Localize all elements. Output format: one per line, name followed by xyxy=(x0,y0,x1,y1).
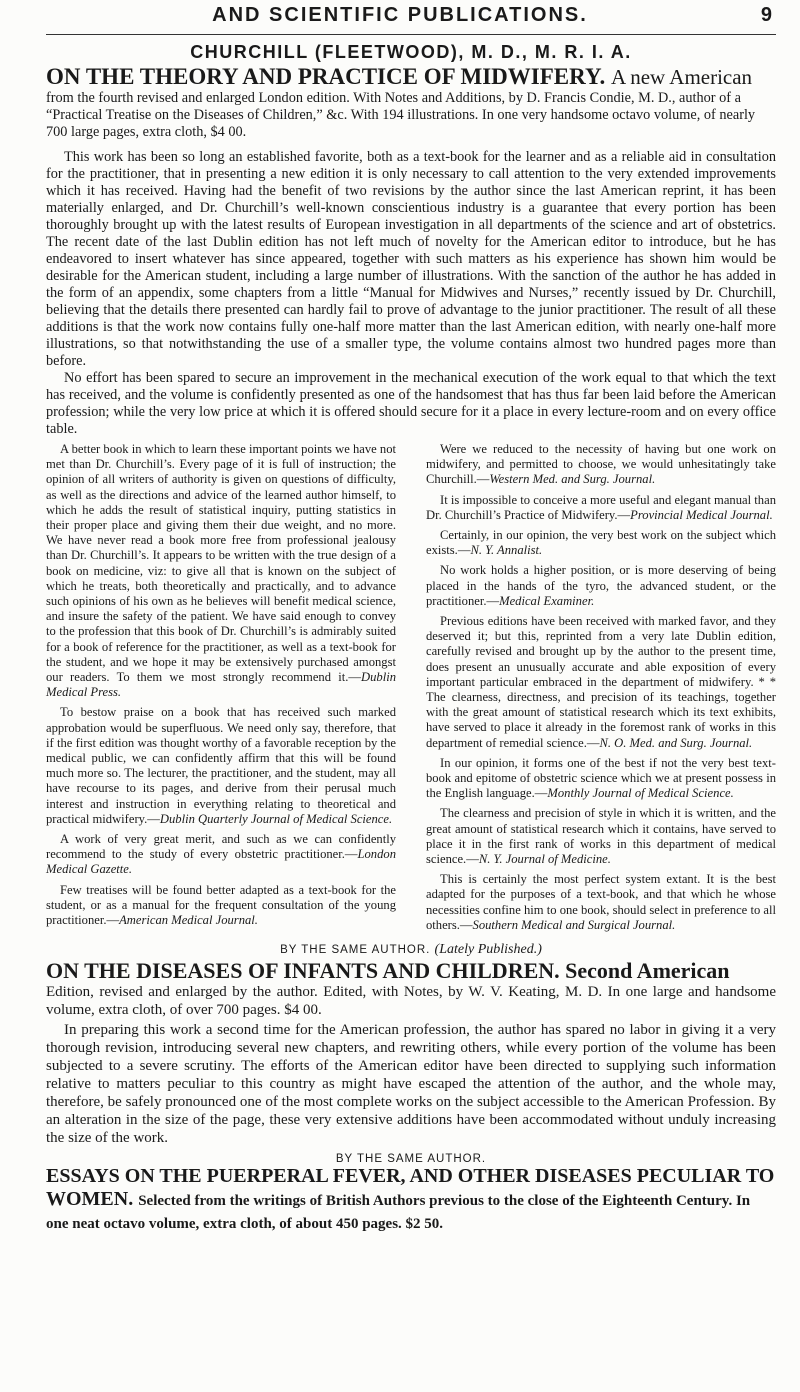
review-text: The clearness and precision of style in which it is written, and the great amount of statistical research which it contains, have served to place it in the first rank of works in this department of medical science.— xyxy=(426,806,776,867)
review-quote xyxy=(426,872,776,933)
review-text: It is impossible to conceive a more useful and elegant manual than Dr. Churchill’s Practice of Midwifery.— xyxy=(426,492,776,522)
review-text: A work of very great merit, and such as we can confidently recommend to the study of every obstetric practitioner.— xyxy=(46,832,396,862)
review-text: Few treatises will be found better adapted as a text-book for the student, or as a manual for the frequent consultation of the young practitioner.— xyxy=(46,882,396,928)
book1-detail: from the fourth revised and enlarged London edition. With Notes and Additions, by D. Francis Condie, M. D., author of a “Practical Treatise on the Diseases of Children,” &c. With 194 illustrations. In one very handsome octavo volume, of nearly 700 large pages, extra cloth, $4 00. xyxy=(46,90,756,140)
review-quote xyxy=(46,883,396,929)
page-content xyxy=(46,42,776,1234)
book2-title-bold: ON THE DISEASES OF INFANTS AND CHILDREN. xyxy=(46,958,560,984)
book3-detail: Selected from the writings of British Authors previous to the close of the Eighteenth Century. In one neat octavo volume, extra cloth, of about 450 pages. $2 50. xyxy=(46,1193,751,1233)
running-title: AND SCIENTIFIC PUBLICATIONS. xyxy=(212,4,588,26)
book2-by-line xyxy=(46,942,776,958)
review-text: A better book in which to learn these important points we have not met than Dr. Churchill’s. Every page of it is full of instruction; the opinion of all writers of authority is given on questions of difficulty, as well as the directions and advice of the learned author himself, to which he adds the result of statistical inquiry, putting statistics in their proper place and giving them their due weight, and no more. We have never read a book more free from professional jealousy than Dr. Churchill’s. It appears to be written with the true design of a book on medicine, viz: to give all that is known on the subject of which he treats, both theoretically and practically, and to advance such opinions of his own as he believes will benefit medical science, and insure the safety of the patient. We have said enough to convey to the profession that this book of Dr. Churchill’s is admirably suited for a book of reference for the practitioner, as well as a text-book for the student, and we hope it may be extensively purchased amongst our readers. To them we most strongly recommend it.— xyxy=(46,442,396,685)
review-quote xyxy=(426,614,776,751)
book1-title-bold: ON THE THEORY AND PRACTICE OF MIDWIFERY. xyxy=(46,64,606,89)
book2-title xyxy=(46,958,776,983)
book2-paragraph: In preparing this work a second time for the American profession, the author has spared no labor in giving it a very thorough revision, introducing several new chapters, and rewriting others, while every portion of the volume has been subjected to a severe scrutiny. The efforts of the American editor have been directed to supplying such information relative to matters peculiar to this country as might have escaped the attention of the author, and the whole may, therefore, be safely pronounced one of the most complete works on the subject accessible to the American Profession. By an alteration in the size of the page, these very extensive additions have been accommodated without unduly increasing the size of the work. xyxy=(46,1022,776,1147)
book2-detail: Edition, revised and enlarged by the author. Edited, with Notes, by W. V. Keating, M. D. In one large and handsome volume, extra cloth, of over 700 pages. $4 00. xyxy=(46,984,776,1019)
review-source: Western Med. and Surg. Journal. xyxy=(489,472,656,487)
book1-title-rest: A new American xyxy=(610,65,753,89)
review-text: Certainly, in our opinion, the very best work on the subject which exists.— xyxy=(426,528,776,558)
book1-paragraph: This work has been so long an established favorite, both as a text-book for the learner and as a reliable aid in consultation for the practitioner, that in presenting a new edition it is only necessary to call attention to the very extended improvements which it has received. Having had the benefit of two revisions by the author since the last American reprint, it has been materially enlarged, and Dr. Churchill’s well-known conscientious industry is a guarantee that every portion has been thoroughly brought up with the latest results of European investigation in all departments of the science and art of obstetrics. The recent date of the last Dublin edition has not left much of novelty for the American editor to introduce, but he has endeavored to insert whatever has since appeared, together with such matters as his experience has shown him would be desirable for the American student, including a large number of illustrations. With the sanction of the author he has added in the form of an appendix, some chapters from a little “Manual for Midwives and Nurses,” recently issued by Dr. Churchill, believing that the details there presented can hardly fail to prove of advantage to the junior practitioner. The result of all these additions is that the work now contains fully one-half more matter than the last American edition, with nearly one-half more illustrations, so that notwithstanding the use of a smaller type, the volume contains almost two hundred pages more than before. xyxy=(46,149,776,369)
review-text: Were we reduced to the necessity of having but one work on midwifery, and permitted to choose, we would unhesitatingly take Churchill.— xyxy=(426,442,776,487)
review-source: N. Y. Journal of Medicine. xyxy=(478,852,611,867)
review-source: Medical Examiner. xyxy=(499,593,595,608)
by-line-text: BY THE SAME AUTHOR. xyxy=(280,944,431,957)
review-source: London Medical Gazette. xyxy=(46,847,396,877)
review-quote xyxy=(426,493,776,523)
book1-author: CHURCHILL (FLEETWOOD), M. D., M. R. I. A. xyxy=(190,42,632,62)
review-source: Monthly Journal of Medical Science. xyxy=(547,786,734,801)
by-line-note: (Lately Published.) xyxy=(434,942,542,958)
review-source: N. O. Med. and Surg. Journal. xyxy=(599,735,753,750)
review-source: N. Y. Annalist. xyxy=(470,543,543,558)
reviews-columns xyxy=(46,442,776,938)
book3-by-line: BY THE SAME AUTHOR. xyxy=(335,1153,487,1166)
review-quote xyxy=(426,806,776,867)
page-number: 9 xyxy=(760,4,772,26)
review-quote xyxy=(426,442,776,488)
book2-title-rest: Second American xyxy=(565,958,730,984)
book1-title xyxy=(46,64,776,90)
book3-title-bold: ESSAYS ON THE PUERPERAL FEVER, AND OTHER DISEASES PECULIAR TO WOMEN. xyxy=(46,1165,775,1211)
review-quote xyxy=(46,705,396,827)
review-text: To bestow praise on a book that has received such marked approbation would be superfluous. We need only say, therefore, that if the first edition was thought worthy of a favorable reception by the medical public, we can confidently affirm that this will be found much more so. The lecturer, the practitioner, and the student, may all have recourse to its pages, and derive from their perusal much interest and instruction in everything relating to theoretical and practical midwifery.— xyxy=(46,705,396,826)
review-quote xyxy=(426,756,776,802)
book3-title xyxy=(46,1165,776,1234)
review-source: Dublin Quarterly Journal of Medical Science. xyxy=(159,811,393,826)
review-quote xyxy=(46,442,396,700)
review-quote xyxy=(426,563,776,609)
reviews-left-column xyxy=(46,442,396,938)
review-text: This is certainly the most perfect system extant. It is the best adapted for the purposes of a text-book, and that which he whose necessities confine him to one book, should select in preference to all others.— xyxy=(426,872,776,932)
header-rule xyxy=(46,34,776,35)
reviews-right-column xyxy=(426,442,776,938)
review-source: American Medical Journal. xyxy=(119,913,258,928)
review-text: Previous editions have been received with marked favor, and they deserved it; but this, reprinted from a very late Dublin edition, carefully revised and brought up by the author to the present time, does present an unusually accurate and able exposition of every important particular embraced in the department of midwifery. * * The clearness, directness, and precision of its teachings, together with the great amount of statistical research which its text exhibits, have served to place it already in the foremost rank of works in this department of remedial science.— xyxy=(426,614,776,750)
review-source: Provincial Medical Journal. xyxy=(630,507,773,522)
review-text: In our opinion, it forms one of the best if not the very best text-book and epitome of obstetric science which we at present possess in the English language.— xyxy=(426,755,776,801)
review-quote xyxy=(426,528,776,558)
book1-paragraph: No effort has been spared to secure an improvement in the mechanical execution of the work equal to that which the text has received, and the volume is confidently presented as one of the handsomest that has thus far been laid before the American profession; while the very low price at which it is offered should secure for it a place in every lecture-room and on every office table. xyxy=(46,370,776,437)
review-source: Dublin Medical Press. xyxy=(46,670,396,700)
review-quote xyxy=(46,832,396,878)
review-text: No work holds a higher position, or is more deserving of being placed in the hands of the tyro, the advanced student, or the practitioner.— xyxy=(426,563,776,608)
review-source: Southern Medical and Surgical Journal. xyxy=(472,917,676,932)
